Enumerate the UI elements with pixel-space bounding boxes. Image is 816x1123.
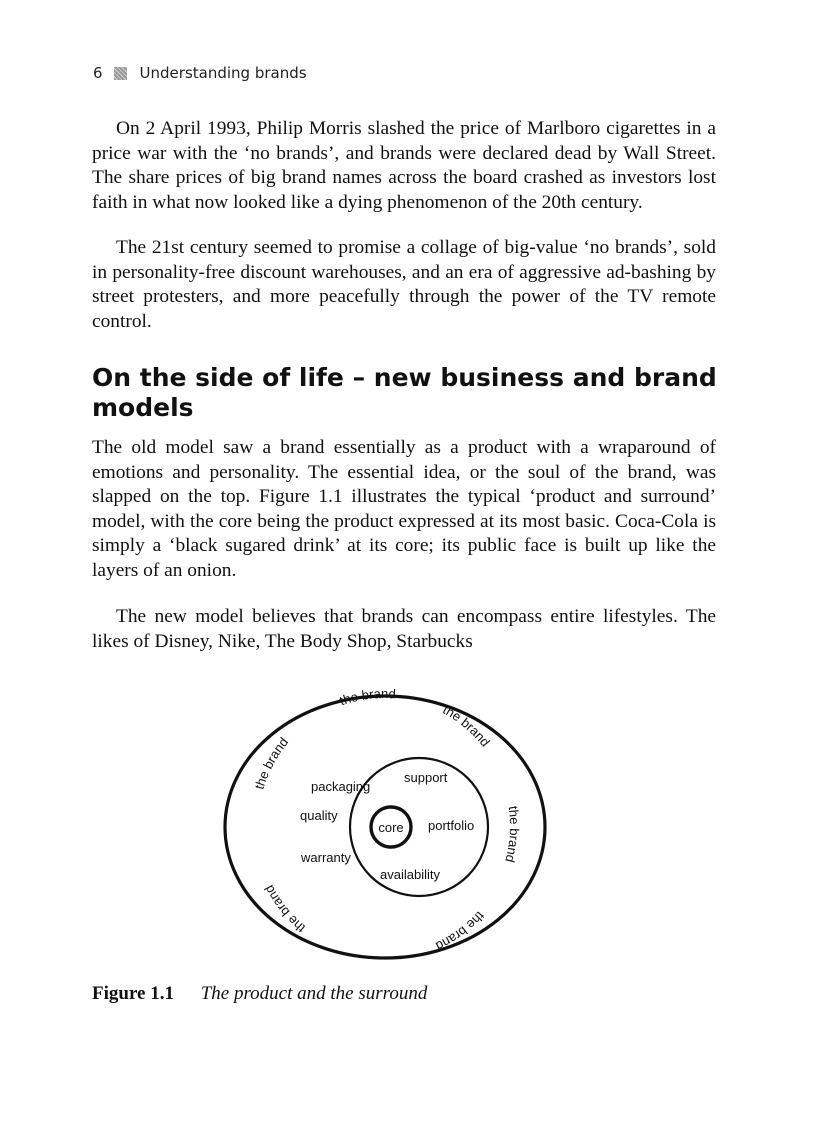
paragraph-3: The old model saw a brand essentially as a product with a wraparound of emotions and personality. The essential idea, or the soul of the brand, was slapped on the top. Figure 1.1 illustrates the typical ‘product and surround’ model, with the core being the product expressed at its most basic. Coca-Cola is simply a ‘black sugared drink’ at its core; its public face is built up like the layers of an onion.	[92, 437, 716, 581]
paragraph-2: The 21st century seemed to promise a collage of big-value ‘no brands’, sold in personality-free discount warehouses, and an era of aggressive ad-bashing by street protesters, and more peacefully through the power of the TV remote control.	[92, 237, 716, 332]
brand-ring-label-left: the brand	[251, 734, 292, 792]
warranty-label: warranty	[301, 850, 351, 865]
figure-caption	[92, 983, 427, 1005]
page-number: 6	[93, 64, 103, 82]
quality-label: quality	[300, 808, 338, 823]
core-label: core	[378, 820, 404, 835]
paragraph-1: On 2 April 1993, Philip Morris slashed the price of Marlboro cigarettes in a price war with the ‘no brands’, and brands were declared dead by Wall Street. The share prices of big brand names across the board crashed as investors lost faith in what now looked like a dying phenomenon of the 20th century.	[92, 118, 716, 213]
availability-label: availability	[380, 867, 440, 882]
running-title: Understanding brands	[139, 64, 307, 82]
brand-ring-label-bottom-left: the brand	[261, 882, 308, 936]
figure-number: Figure 1.1	[92, 983, 174, 1004]
portfolio-label: portfolio	[428, 818, 475, 833]
paragraph-4: The new model believes that brands can encompass entire lifestyles. The likes of Disney, Nike, The Body Shop, Starbucks	[92, 606, 716, 652]
section-heading: On the side of life – new business and brand models	[92, 363, 717, 422]
brand-ring-label-top: the brand	[440, 701, 493, 750]
brand-ring-label-top-right: the brand	[502, 804, 523, 864]
product-surround-diagram	[226, 685, 556, 965]
running-header	[93, 64, 307, 82]
packaging-label: packaging	[311, 779, 371, 794]
brand-ring-label-bottom-right: the brand	[433, 908, 488, 955]
figure-title: The product and the surround	[200, 983, 428, 1004]
header-marker-icon	[114, 67, 127, 80]
support-label: support	[404, 770, 448, 785]
brand-ring-label-top-left: the brand	[337, 685, 397, 709]
